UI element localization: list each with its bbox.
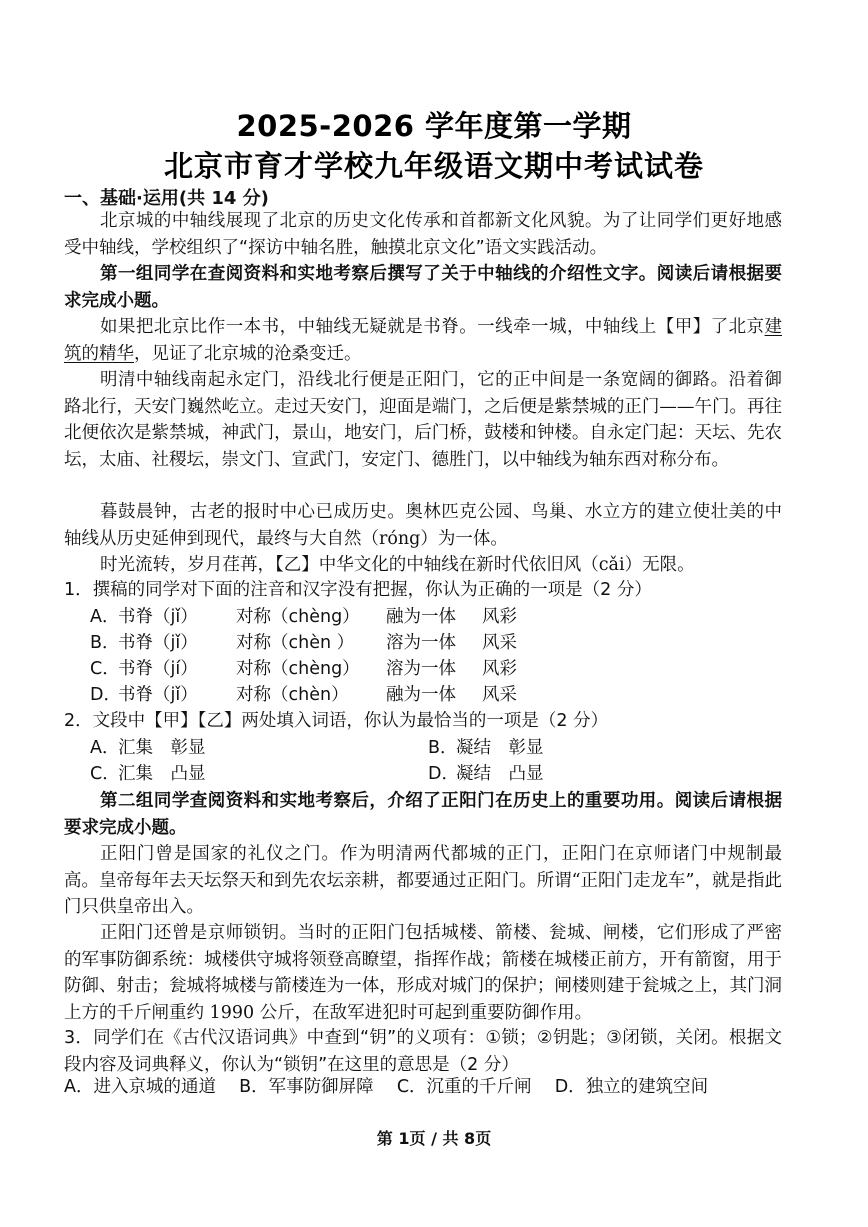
question-1-option-d[interactable]: D．书脊（jǐ） 对称（chèn） 融为一体 风采 (90, 685, 517, 705)
passage1-text-a: 如果把北京比作一本书，中轴线无疑就是书脊。一线牵一城，中轴线上【甲】了北京 (100, 317, 765, 337)
question-3-option-a[interactable]: A．进入京城的通道 (64, 1077, 216, 1097)
question-2-option-b[interactable]: B．凝结 彰显 (428, 738, 544, 758)
passage1-paragraph-3: 暮鼓晨钟，古老的报时中心已成历史。奥林匹克公园、鸟巢、水立方的建立使壮美的中轴线从历史延伸到现代，最终与大自然（róng）为一体。 (64, 502, 782, 549)
section-heading: 一、基础·运用(共 14 分) (64, 188, 269, 209)
question-3-option-d[interactable]: D．独立的建筑空间 (554, 1077, 709, 1097)
group2-intro: 第二组同学查阅资料和实地考察后，介绍了正阳门在历史上的重要功用。阅读后请根据要求完成小题。 (64, 791, 782, 838)
exam-title-year: 2025-2026 学年度第一学期 (236, 109, 632, 143)
question-1-option-a[interactable]: A．书脊（jǐ） 对称（chèng） 融为一体 风彩 (90, 607, 517, 627)
group1-intro: 第一组同学在查阅资料和实地考察后撰写了关于中轴线的介绍性文字。阅读后请根据要求完成小题。 (64, 264, 782, 311)
question-2-option-c[interactable]: C．汇集 凸显 (90, 764, 206, 784)
intro-paragraph: 北京城的中轴线展现了北京的历史文化传承和首都新文化风貌。为了让同学们更好地感受中轴线，学校组织了“探访中轴名胜，触摸北京文化”语文实践活动。 (64, 211, 782, 258)
question-3-option-b[interactable]: B．军事防御屏障 (239, 1077, 374, 1097)
question-3-stem: 3．同学们在《古代汉语词典》中查到“钥”的义项有：①锁；②钥匙；③闭锁，关闭。根据文段内容及词典释义，你认为“锁钥”在这里的意思是（2 分） (64, 1028, 782, 1075)
question-2-option-a[interactable]: A．汇集 彰显 (90, 738, 206, 758)
question-1-option-b[interactable]: B．书脊（jǐ） 对称（chèn ） 溶为一体 风采 (90, 633, 517, 653)
passage2-paragraph-2: 正阳门还曾是京师锁钥。当时的正阳门包括城楼、箭楼、瓮城、闸楼，它们形成了严密的军事防御系统：城楼供守城将领登高瞭望，指挥作战；箭楼在城楼正前方，开有箭窗，用于防御、射击；瓮城将城楼与箭楼连为一体，形成对城门的保护；闸楼则建于瓮城之上，其门洞上方的千斤闸重约 1990 公斤，在敌军进犯时可起到重要防御作用。 (64, 923, 782, 1023)
underlined-phrase: 建筑的精华 (64, 317, 782, 364)
passage2-paragraph-1: 正阳门曾是国家的礼仪之门。作为明清两代都城的正门，正阳门在京师诸门中规制最高。皇帝每年去天坛祭天和到先农坛亲耕，都要通过正阳门。所谓“正阳门走龙车”，就是指此门只供皇帝出入。 (64, 844, 782, 917)
question-2-option-d[interactable]: D．凝结 凸显 (428, 764, 544, 784)
question-3-option-c[interactable]: C．沉重的千斤闸 (396, 1077, 532, 1097)
question-1-stem: 1．撰稿的同学对下面的注音和汉字没有把握，你认为正确的一项是（2 分） (64, 580, 652, 600)
question-3-options (64, 1074, 708, 1100)
passage1-text-b: ，见证了北京城的沧桑变迁。 (134, 343, 362, 364)
passage1-paragraph-1 (64, 314, 782, 367)
question-2-stem: 2．文段中【甲】【乙】两处填入词语，你认为最恰当的一项是（2 分） (64, 711, 609, 731)
passage1-paragraph-2: 明清中轴线南起永定门，沿线北行便是正阳门，它的正中间是一条宽阔的御路。沿着御路北行，天安门巍然屹立。走过天安门，迎面是端门，之后便是紫禁城的正门——午门。再往北便依次是紫禁城，神武门，景山，地安门，后门桥，鼓楼和钟楼。自永定门起：天坛、先农坛，太庙、社稷坛，崇文门、宣武门，安定门、德胜门，以中轴线为轴东西对称分布。 (64, 370, 782, 470)
passage1-paragraph-4: 时光流转，岁月荏苒，【乙】中华文化的中轴线在新时代依旧风（cǎi）无限。 (100, 555, 695, 575)
exam-title: 北京市育才学校九年级语文期中考试试卷 (163, 149, 704, 183)
page-footer: 第 1页 / 共 8页 (376, 1129, 492, 1148)
question-1-option-c[interactable]: C．书脊（jí） 对称（chèng） 溶为一体 风彩 (90, 659, 517, 679)
